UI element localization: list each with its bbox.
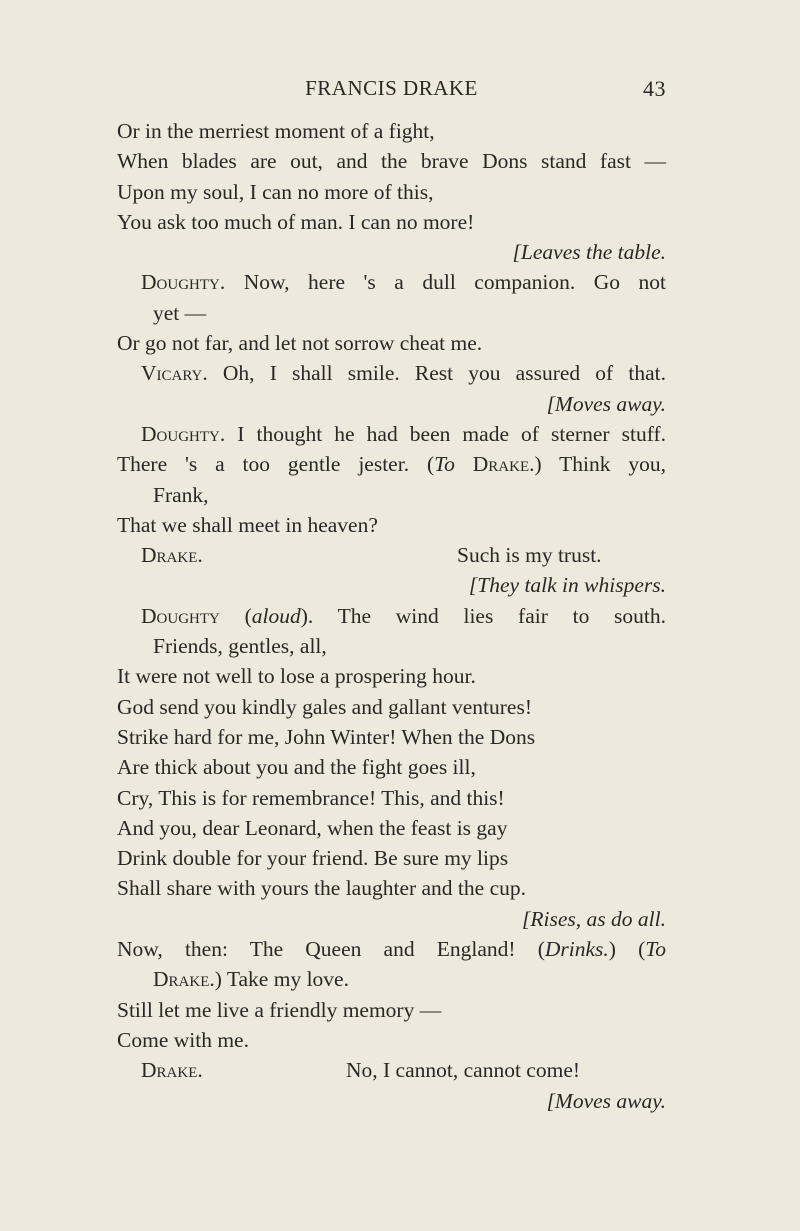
stage-direction: [Moves away. — [546, 391, 666, 416]
verse-line: Come with me. — [117, 1027, 249, 1052]
stage-direction: [Moves away. — [546, 1088, 666, 1113]
verse-line: Shall share with yours the laughter and the cup. — [117, 876, 526, 901]
speaker-name: Drake. — [153, 967, 215, 992]
aside-text: To — [434, 452, 455, 477]
speech-text: Oh, I shall smile. Rest you assured of that. — [207, 361, 666, 386]
speech-line — [117, 934, 666, 964]
verse-line: Strike hard for me, John Winter! When the Dons — [117, 724, 536, 749]
speech-text: No, I cannot, cannot come! — [346, 1058, 581, 1083]
speech-text: There 's a too gentle jester. ( — [117, 452, 435, 477]
speech-text: I thought he had been made of sterner stuff. — [225, 421, 666, 446]
speech-text: ( — [219, 603, 252, 628]
verse-line: It were not well to lose a prospering hour. — [117, 664, 476, 689]
aside-text: To — [645, 937, 666, 962]
verse-line: Or go not far, and let not sorrow cheat me. — [117, 331, 483, 356]
verse-line: And you, dear Leonard, when the feast is gay — [117, 815, 508, 840]
running-title: FRANCIS DRAKE — [305, 76, 478, 100]
speech-text: Such is my trust. — [457, 543, 602, 568]
verse-line: When blades are out, and the brave Dons stand fast — — [117, 149, 666, 174]
speech-text: ) Think you, — [534, 452, 667, 477]
speech-line — [117, 601, 666, 631]
speaker-name: Doughty — [141, 603, 220, 628]
speaker-name: Drake. — [141, 1058, 203, 1083]
verse-line: Frank, — [153, 482, 209, 507]
verse-line: Friends, gentles, all, — [153, 634, 327, 659]
speaker-name: Doughty. — [141, 270, 226, 295]
speech-line — [117, 540, 666, 570]
aside-text: Drinks. — [544, 937, 609, 962]
speech-line — [117, 449, 666, 479]
speech-line — [117, 964, 666, 994]
verse-line: Cry, This is for remembrance! This, and this! — [117, 785, 505, 810]
play-text — [117, 116, 666, 1116]
aside-text: aloud — [251, 603, 301, 628]
speech-text: Now, then: The Queen and England! ( — [117, 937, 545, 962]
stage-direction: [They talk in whispers. — [468, 573, 666, 598]
verse-line: Are thick about you and the fight goes ill, — [117, 755, 476, 780]
verse-line: That we shall meet in heaven? — [117, 512, 378, 537]
speech-line — [117, 1055, 666, 1085]
verse-line: yet — — [153, 300, 207, 325]
verse-line: Or in the merriest moment of a fight, — [117, 119, 435, 143]
verse-line: Drink double for your friend. Be sure my lips — [117, 846, 509, 871]
speaker-name: Drake. — [454, 452, 535, 477]
stage-direction: [Leaves the table. — [512, 240, 666, 265]
verse-line: You ask too much of man. I can no more! — [117, 209, 475, 234]
stage-direction: [Rises, as do all. — [522, 906, 666, 931]
speaker-name: Drake. — [141, 543, 203, 568]
speech-text: ) ( — [608, 937, 646, 962]
speech-text: The wind lies fair to south. — [313, 603, 666, 628]
speaker-name: Vicary. — [141, 361, 208, 386]
speech-line — [117, 358, 666, 388]
speech-line — [117, 267, 666, 297]
verse-line: Still let me live a friendly memory — — [117, 997, 442, 1022]
speech-text: Now, here 's a dull companion. Go not — [225, 270, 666, 295]
speech-line — [117, 419, 666, 449]
speaker-name: Doughty. — [141, 421, 226, 446]
page-number: 43 — [643, 76, 666, 101]
speech-text: ) Take my love. — [214, 967, 349, 992]
verse-line: God send you kindly gales and gallant ventures! — [117, 694, 532, 719]
running-head — [117, 76, 666, 106]
speech-text: ). — [300, 603, 314, 628]
verse-line: Upon my soul, I can no more of this, — [117, 179, 434, 204]
